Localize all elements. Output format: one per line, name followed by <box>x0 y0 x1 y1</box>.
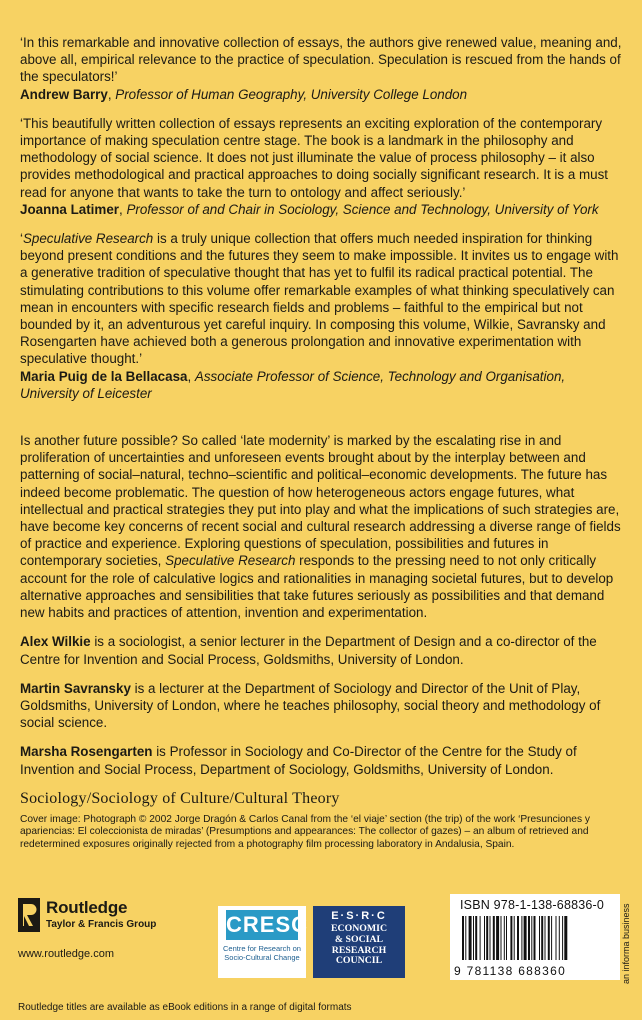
editor-name: Marsha Rosengarten <box>20 744 153 760</box>
barcode-bar <box>559 916 560 960</box>
endorsement-2 <box>20 115 626 218</box>
svg-text:an informa business: an informa business <box>621 903 631 984</box>
quote-body: is a truly unique collection that offers much needed inspiration for thinking beyond present conditions and the futures they seem to make impossible. It invites us to engage with a generative tradition of speculative thought that has yet to fulfil its radical practical potential. The stimulating contributions to this volume offer remarkable examples of what thinking speculatively can mean in encounters with specific research fields and problems – faithful to the empirical but not bounded by it, an adventurous yet careful inquiry. In composing this volume, Wilkie, Savransky and Rosengarten have achieved both a generous prolongation and innovative experimentation with speculative thought.’ <box>20 231 619 367</box>
description-text-cont: responds to the pressing need to not only critically account for the role of calculative logics and rationalities in managing societal futures, but to develop alternative approaches and sensibilities that take futures seriously as possibilities and that demand new habits and practices of attention, invention and experimentation. <box>20 553 614 621</box>
publisher-name: Routledge <box>46 898 128 917</box>
esrc-logo <box>313 906 405 978</box>
book-title-italic: Speculative Research <box>165 553 296 569</box>
barcode-bar <box>469 916 472 960</box>
ebook-note: Routledge titles are available as eBook editions in a range of digital formats <box>18 1002 352 1013</box>
barcode-bar <box>524 916 527 960</box>
barcode-bar <box>504 916 505 960</box>
publisher-footer <box>18 898 631 998</box>
endorsement-signature: Joanna Latimer, Professor of and Chair in Sociology, Science and Technology, University of York <box>20 201 599 217</box>
endorsement-3 <box>20 230 626 402</box>
isbn-label: ISBN 978-1-138-68836-0 <box>460 898 605 912</box>
subject-category: Sociology/Sociology of Culture/Cultural Theory <box>20 789 340 807</box>
esrc-line: & SOCIAL <box>334 933 384 945</box>
barcode-bar <box>510 916 512 960</box>
endorsement-signature: Andrew Barry, Professor of Human Geography, University College London <box>20 86 468 102</box>
quote-open: ‘ <box>20 231 23 247</box>
endorser-name: Maria Puig de la Bellacasa <box>20 368 188 384</box>
editor-bio-text: is a sociologist, a senior lecturer in the Department of Design and a co-director of the Centre for Invention and Social Process, Goldsmiths, University of London. <box>20 634 597 667</box>
endorser-name: Joanna Latimer <box>20 201 119 217</box>
editor-bio-text: is Professor in Sociology and Co-Director of the Centre for the Study of Invention and Social Process, Department of Sociology, Goldsmiths, University of London. <box>20 744 577 777</box>
cover-image-credit: Cover image: Photograph © 2002 Jorge Dragón & Carlos Canal from the ‘el viaje’ section (the trip) of the work ‘Presunciones y apariencias: El coleccionista de miradas’ (Presumptions and appearances: The collector of gazes) – an album of retrieved and redetermined exposures originally rejected from a photography film processing laboratory in Andalusia, Spain. <box>20 813 590 850</box>
routledge-r-icon <box>18 898 40 932</box>
barcode-bar <box>539 916 540 960</box>
barcode-bar <box>480 916 481 960</box>
routledge-logo <box>18 898 198 960</box>
barcode-icon <box>456 916 614 964</box>
cresc-caption: Centre for Research on Socio-Cultural Change <box>223 944 301 962</box>
endorsement-text <box>20 230 626 368</box>
barcode-bar <box>534 916 536 960</box>
barcode-bar <box>528 916 530 960</box>
barcode-bar <box>531 916 532 960</box>
isbn-barcode-box <box>450 894 620 980</box>
cresc-logo <box>218 906 309 978</box>
barcode-bar <box>506 916 507 960</box>
back-cover-text <box>20 34 626 852</box>
esrc-acronym: E·S·R·C <box>331 910 387 922</box>
endorser-affiliation: Associate Professor of Science, Technology and Organisation, University of Leicester <box>20 368 566 401</box>
editor-bio-text: is a lecturer at the Department of Sociology and Director of the Unit of Play, Goldsmiths, University of London, where he teaches philosophy, social theory and methodology of social science. <box>20 680 601 731</box>
barcode-bar <box>556 916 557 960</box>
barcode-bar <box>548 916 550 960</box>
barcode-bar <box>551 916 552 960</box>
endorser-name: Andrew Barry <box>20 86 108 102</box>
barcode-bar <box>490 916 491 960</box>
esrc-line: ECONOMIC <box>330 923 388 934</box>
editor-name: Alex Wilkie <box>20 634 91 650</box>
barcode-bar <box>484 916 485 960</box>
barcode-digits: 9 781138 688360 <box>454 964 567 978</box>
barcode-bar <box>541 916 543 960</box>
book-title-italic: Speculative Research <box>22 231 154 247</box>
endorser-affiliation: Professor of Human Geography, University College London <box>115 86 468 102</box>
barcode-bar <box>475 916 477 960</box>
description-text: Is another future possible? So called ‘late modernity’ is marked by the escalating rise in and proliferation of uncertainties and unforeseen events brought about by the interplay between and patterning of social–natural, techno–scientific and political–economic developments. The future has indeed become problematic. The question of how heterogeneous actors engage futures, what intellectual and practical strategies they put into play and what the implications of such strategies are, have become key concerns of recent social and cultural research addressing a diverse range of fields of practice and experience. Exploring questions of speculation, possibilities and futures in contemporary societies, <box>20 433 621 569</box>
barcode-bar <box>462 916 464 960</box>
barcode-bar <box>514 916 515 960</box>
barcode-bar <box>465 916 466 960</box>
barcode-bar <box>564 916 567 960</box>
esrc-line: RESEARCH <box>331 944 387 956</box>
barcode-bar <box>517 916 519 960</box>
publisher-url: www.routledge.com <box>18 948 114 960</box>
endorsement-text: ‘This beautifully written collection of essays represents an exciting exploration of the contemporary importance of making speculation centre stage. The book is a landmark in the philosophy and methodology of social science. It does not just illuminate the value of process philosophy – it also provides methodological and practical approaches to doing socially significant research. It is a must read for anyone that wants to take the turn to ontology and affect seriously.’ <box>20 115 609 200</box>
editor-name: Martin Savransky <box>20 680 131 696</box>
barcode-bar <box>545 916 546 960</box>
barcode-bar <box>496 916 499 960</box>
barcode-bar <box>493 916 495 960</box>
endorsement-signature: Maria Puig de la Bellacasa, Associate Professor of Science, Technology and Organisation, University of Leicester <box>20 368 566 401</box>
barcode-bar <box>473 916 474 960</box>
cresc-wordmark: CRESC <box>226 910 298 940</box>
book-description <box>20 432 626 621</box>
endorser-affiliation: Professor of and Chair in Sociology, Science and Technology, University of York <box>126 201 599 217</box>
editor-bio-3 <box>20 743 626 777</box>
barcode-bar <box>501 916 502 960</box>
endorsement-text: ‘In this remarkable and innovative collection of essays, the authors give renewed value, meaning and, above all, empirical relevance to the practice of speculation. Speculation is rescued from the hands of the speculators!’ <box>20 35 622 85</box>
barcode-bar <box>486 916 488 960</box>
publisher-group: Taylor & Francis Group <box>46 919 157 930</box>
endorsement-1 <box>20 34 626 103</box>
barcode-bar <box>562 916 563 960</box>
esrc-line: COUNCIL <box>335 955 383 967</box>
editor-bio-2 <box>20 680 626 732</box>
editor-bio-1 <box>20 633 626 667</box>
informa-tagline <box>618 896 632 986</box>
barcode-bar <box>521 916 522 960</box>
